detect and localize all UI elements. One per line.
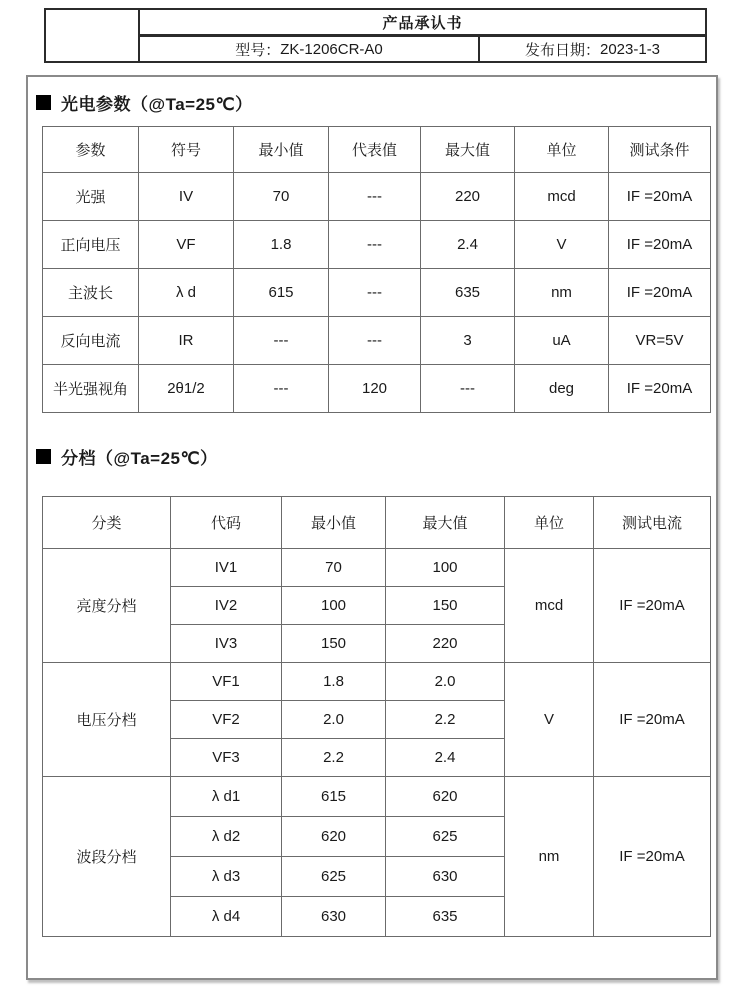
column-header: 最大值 — [386, 497, 505, 549]
section-title-photoelectric — [36, 90, 716, 115]
table-cell: 2.2 — [282, 739, 386, 777]
table-row — [43, 549, 711, 587]
table-row — [43, 663, 711, 701]
table-cell: IF =20mA — [609, 221, 711, 269]
column-header: 单位 — [505, 497, 594, 549]
table-cell: 2.2 — [386, 701, 505, 739]
table-cell: λ d3 — [171, 857, 282, 897]
unit-cell: V — [505, 663, 594, 777]
model-cell — [140, 37, 480, 61]
header-table — [44, 8, 707, 63]
table-cell: IV2 — [171, 587, 282, 625]
test-current-cell: IF =20mA — [594, 663, 711, 777]
header-row — [43, 497, 711, 549]
unit-cell: mcd — [505, 549, 594, 663]
table-cell: IV1 — [171, 549, 282, 587]
test-current-cell: IF =20mA — [594, 549, 711, 663]
table-cell: VF — [139, 221, 234, 269]
table-row — [43, 221, 711, 269]
table-cell: V — [515, 221, 609, 269]
table-row — [43, 365, 711, 413]
column-header: 单位 — [515, 127, 609, 173]
column-header: 测试电流 — [594, 497, 711, 549]
model-value: ZK-1206CR-A0 — [280, 40, 383, 58]
table-cell: uA — [515, 317, 609, 365]
table-cell: VF3 — [171, 739, 282, 777]
table-cell: λ d — [139, 269, 234, 317]
table-cell: 220 — [386, 625, 505, 663]
table-cell: 2.4 — [386, 739, 505, 777]
table-cell: 正向电压 — [43, 221, 139, 269]
table-cell: 100 — [386, 549, 505, 587]
table-cell: 620 — [282, 817, 386, 857]
table-cell: 半光强视角 — [43, 365, 139, 413]
table-cell: λ d4 — [171, 897, 282, 937]
table-cell: 2.0 — [282, 701, 386, 739]
column-header: 代表值 — [329, 127, 421, 173]
table-cell: λ d1 — [171, 777, 282, 817]
table-cell: 635 — [386, 897, 505, 937]
black-square-icon — [36, 449, 51, 464]
table-cell: --- — [234, 365, 329, 413]
test-current-cell: IF =20mA — [594, 777, 711, 937]
section-title-text: 分档（@Ta=25℃） — [61, 449, 218, 468]
category-cell: 波段分档 — [43, 777, 171, 937]
model-label: 型号： — [235, 41, 281, 59]
category-cell: 电压分档 — [43, 663, 171, 777]
table-cell: 70 — [282, 549, 386, 587]
section-title-binning — [36, 444, 716, 469]
table-cell: IV3 — [171, 625, 282, 663]
logo-cell — [46, 10, 140, 61]
header-row — [43, 127, 711, 173]
table-cell: deg — [515, 365, 609, 413]
unit-cell: nm — [505, 777, 594, 937]
table-cell: 2θ1/2 — [139, 365, 234, 413]
table-cell: VF1 — [171, 663, 282, 701]
table-cell: IF =20mA — [609, 173, 711, 221]
table-cell: --- — [329, 221, 421, 269]
table-cell: 2.4 — [421, 221, 515, 269]
table-cell: 615 — [234, 269, 329, 317]
column-header: 测试条件 — [609, 127, 711, 173]
column-header: 最小值 — [282, 497, 386, 549]
table-row — [43, 317, 711, 365]
table-cell: nm — [515, 269, 609, 317]
table-cell: 1.8 — [234, 221, 329, 269]
table-cell: --- — [329, 269, 421, 317]
column-header: 符号 — [139, 127, 234, 173]
black-square-icon — [36, 95, 51, 110]
table-row — [43, 777, 711, 817]
table-cell: 635 — [421, 269, 515, 317]
document-title: 产品承认书 — [140, 10, 705, 37]
section-title-text: 光电参数（@Ta=25℃） — [61, 95, 253, 114]
date-cell — [480, 37, 705, 61]
table-cell: --- — [329, 173, 421, 221]
table-cell: 615 — [282, 777, 386, 817]
table-cell: IF =20mA — [609, 365, 711, 413]
binning-table — [42, 496, 711, 937]
column-header: 代码 — [171, 497, 282, 549]
table-cell: 625 — [282, 857, 386, 897]
table-cell: λ d2 — [171, 817, 282, 857]
table-cell: 630 — [282, 897, 386, 937]
date-label: 发布日期： — [524, 41, 600, 59]
table-cell: IR — [139, 317, 234, 365]
table-cell: 光强 — [43, 173, 139, 221]
table-cell: 70 — [234, 173, 329, 221]
table-cell: 220 — [421, 173, 515, 221]
table-cell: 反向电流 — [43, 317, 139, 365]
table-cell: 150 — [386, 587, 505, 625]
table-cell: 3 — [421, 317, 515, 365]
header-bottom-row — [140, 37, 705, 61]
table-cell: 1.8 — [282, 663, 386, 701]
table-cell: 2.0 — [386, 663, 505, 701]
column-header: 最大值 — [421, 127, 515, 173]
column-header: 参数 — [43, 127, 139, 173]
table-cell: 100 — [282, 587, 386, 625]
table-cell: --- — [421, 365, 515, 413]
table-cell: VR=5V — [609, 317, 711, 365]
table-cell: 625 — [386, 817, 505, 857]
table-cell: 120 — [329, 365, 421, 413]
photoelectric-table — [42, 126, 711, 413]
table-cell: 620 — [386, 777, 505, 817]
table-row — [43, 269, 711, 317]
table-cell: --- — [329, 317, 421, 365]
table-cell: mcd — [515, 173, 609, 221]
table-cell: 主波长 — [43, 269, 139, 317]
category-cell: 亮度分档 — [43, 549, 171, 663]
table-cell: VF2 — [171, 701, 282, 739]
table-cell: --- — [234, 317, 329, 365]
table-cell: IF =20mA — [609, 269, 711, 317]
header-right — [140, 10, 705, 61]
table-cell: 630 — [386, 857, 505, 897]
column-header: 最小值 — [234, 127, 329, 173]
table-cell: IV — [139, 173, 234, 221]
table-cell: 150 — [282, 625, 386, 663]
content-box — [26, 75, 718, 980]
date-value: 2023-1-3 — [599, 40, 661, 58]
column-header: 分类 — [43, 497, 171, 549]
table-row — [43, 173, 711, 221]
